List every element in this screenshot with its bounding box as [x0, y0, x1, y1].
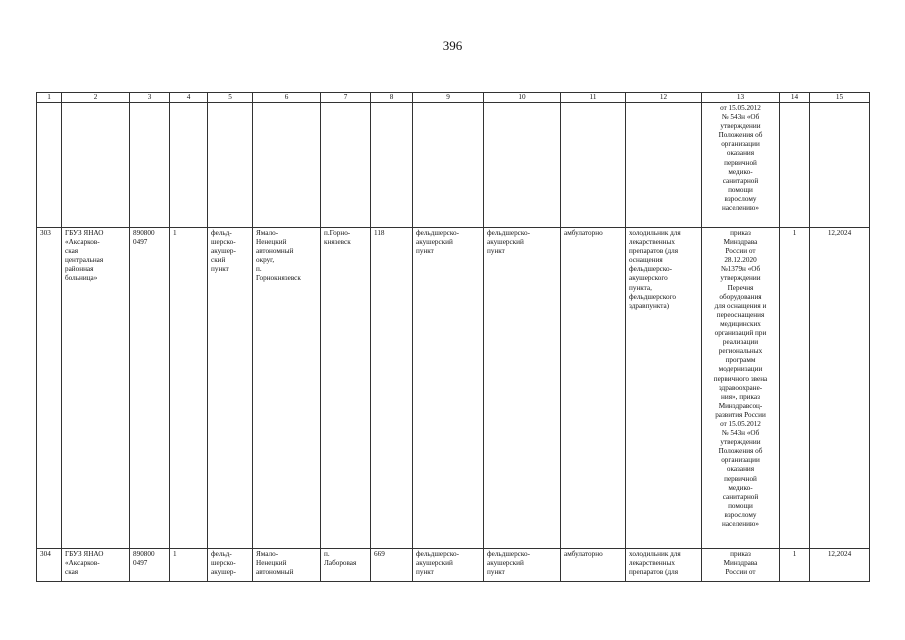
- table-cell-col-14: 1: [780, 549, 810, 582]
- column-header-15: 15: [810, 93, 870, 103]
- table-cell-col-13: приказ Минздрава России от 28.12.2020 №1379н «Об утверждении Перечня оборудования для оснащения и переоснащения медицинских организаций при реализации региональных программ модернизации первичного звена здравоохране- ния», приказ Минздравсоц- развития России от 15.05.2012 № 543н «Об утверждении Положения об организации оказания первичной медико- санитарной помощи взрослому населению»: [702, 228, 780, 549]
- table-cell-col-7: п. Лаборовая: [321, 549, 371, 582]
- table-row: [37, 103, 870, 228]
- table-header: [37, 93, 870, 103]
- table-cell-col-15: [810, 103, 870, 228]
- column-header-10: 10: [484, 93, 561, 103]
- table-cell-col-9: фельдшерско- акушерский пункт: [413, 228, 484, 549]
- table-cell-col-8: 669: [371, 549, 413, 582]
- table-cell-col-12: [626, 103, 702, 228]
- table-cell-col-14: [780, 103, 810, 228]
- column-header-12: 12: [626, 93, 702, 103]
- column-header-7: 7: [321, 93, 371, 103]
- column-header-6: 6: [253, 93, 321, 103]
- table-cell-col-11: амбулаторно: [561, 228, 626, 549]
- table-cell-col-8: 118: [371, 228, 413, 549]
- table-cell-col-1: [37, 103, 62, 228]
- page-number: 396: [442, 38, 463, 53]
- table-cell-col-12: холодильник для лекарственных препаратов (для оснащения фельдшерско- акушерского пункта, фельдшерского здравпункта): [626, 228, 702, 549]
- table-cell-col-6: Ямало- Ненецкий автономный округ, п. Горнокнязевск: [253, 228, 321, 549]
- table-cell-col-3: 890800 0497: [130, 228, 170, 549]
- table-cell-col-7: [321, 103, 371, 228]
- table-cell-col-5: фельд- шерско- акушер-: [208, 549, 253, 582]
- table-cell-col-3: [130, 103, 170, 228]
- table-cell-col-6: Ямало- Ненецкий автономный: [253, 549, 321, 582]
- table-cell-col-10: фельдшерско- акушерский пункт: [484, 549, 561, 582]
- column-header-2: 2: [62, 93, 130, 103]
- table-row: [37, 549, 870, 582]
- header-row: [37, 93, 870, 103]
- column-header-4: 4: [170, 93, 208, 103]
- column-header-1: 1: [37, 93, 62, 103]
- table-row: [37, 228, 870, 549]
- table-cell-col-10: фельдшерско- акушерский пункт: [484, 228, 561, 549]
- table-cell-col-12: холодильник для лекарственных препаратов (для: [626, 549, 702, 582]
- table-body: [37, 103, 870, 582]
- table-cell-col-5: фельд- шерско- акушер- ский пункт: [208, 228, 253, 549]
- table-cell-col-2: [62, 103, 130, 228]
- table-cell-col-6: [253, 103, 321, 228]
- table-cell-col-4: 1: [170, 549, 208, 582]
- table-cell-col-15: 12,2024: [810, 228, 870, 549]
- table-cell-col-2: ГБУЗ ЯНАО «Аксарков- ская центральная районная больница»: [62, 228, 130, 549]
- table-cell-col-8: [371, 103, 413, 228]
- table-cell-col-11: амбулаторно: [561, 549, 626, 582]
- column-header-13: 13: [702, 93, 780, 103]
- table-cell-col-9: [413, 103, 484, 228]
- table-cell-col-7: п.Горно- князевск: [321, 228, 371, 549]
- table-cell-col-13: от 15.05.2012 № 543н «Об утверждении Положения об организации оказания первичной медико- санитарной помощи взрослому населению»: [702, 103, 780, 228]
- table-cell-col-10: [484, 103, 561, 228]
- table-cell-col-9: фельдшерско- акушерский пункт: [413, 549, 484, 582]
- column-header-8: 8: [371, 93, 413, 103]
- table-cell-col-14: 1: [780, 228, 810, 549]
- table-cell-col-1: 304: [37, 549, 62, 582]
- column-header-9: 9: [413, 93, 484, 103]
- table-cell-col-13: приказ Минздрава России от: [702, 549, 780, 582]
- table-cell-col-15: 12,2024: [810, 549, 870, 582]
- table-cell-col-5: [208, 103, 253, 228]
- table-cell-col-4: [170, 103, 208, 228]
- table-cell-col-3: 890800 0497: [130, 549, 170, 582]
- table-cell-col-11: [561, 103, 626, 228]
- column-header-3: 3: [130, 93, 170, 103]
- column-header-11: 11: [561, 93, 626, 103]
- table-cell-col-1: 303: [37, 228, 62, 549]
- column-header-14: 14: [780, 93, 810, 103]
- registry-table: [36, 92, 870, 582]
- table-cell-col-2: ГБУЗ ЯНАО «Аксарков- ская: [62, 549, 130, 582]
- table-cell-col-4: 1: [170, 228, 208, 549]
- column-header-5: 5: [208, 93, 253, 103]
